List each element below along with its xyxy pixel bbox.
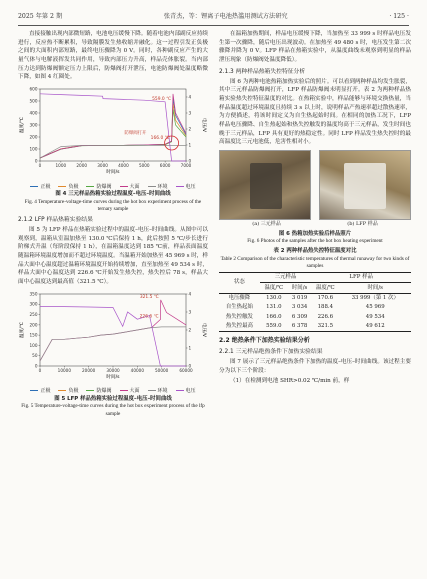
x-tick-label: 50000: [155, 367, 169, 373]
legend-swatch: [30, 390, 38, 391]
legend-swatch: [120, 186, 128, 187]
chart-legend: [18, 184, 208, 192]
x-tick-label: 1000: [55, 162, 67, 168]
y2-tick-label: 2: [188, 326, 192, 332]
x-tick-label: 60000: [179, 367, 193, 373]
table-header: 三元样品: [260, 272, 312, 282]
x-tick-label: 30000: [106, 367, 120, 373]
y-tick-label: 300: [29, 301, 38, 307]
legend-swatch: [176, 186, 184, 187]
x-tick-label: 2000: [76, 162, 88, 168]
section-heading: 2.1.2 LFP 样品热箱实验结果: [18, 216, 93, 223]
legend-entry: 大面: [120, 388, 140, 396]
table-cell: 自生热起始: [225, 304, 253, 311]
y-tick-label: 350: [29, 290, 38, 296]
legend-entry: 防爆阀: [86, 184, 111, 192]
table-2: [219, 272, 411, 332]
annotation-label: 防爆阀打开: [124, 130, 147, 136]
figure-caption: 图 4 三元样品热箱实验过程温度–电压–时间曲线: [55, 191, 171, 198]
figure-caption: 图 6 热箱加热实验后样品照片: [278, 230, 352, 237]
annotation-label: 166.0 ℃: [150, 136, 170, 142]
x-tick-label: 40000: [130, 367, 144, 373]
series-line-5: [40, 306, 186, 365]
plot-frame: [40, 294, 186, 366]
table-cell: 49 534: [365, 313, 385, 320]
legend-swatch: [58, 186, 66, 187]
y2-tick-label: 1: [188, 142, 192, 148]
table-cell: 热失控触发: [225, 313, 253, 320]
y-tick-label: 200: [29, 321, 38, 327]
table-cell: 45 969: [365, 304, 385, 311]
y-axis-label: 温度/℃: [20, 321, 25, 338]
figure-5: [18, 288, 208, 396]
legend-swatch: [58, 390, 66, 391]
y2-tick-label: 0: [188, 362, 192, 368]
figure-6: [219, 150, 411, 220]
paragraph: 直接接触出现内部微短路，电池电压缓慢下降。随着电池内部副反应持续进行，反应热不断累积，导致隔膜发生热收缩并融化。这一过程引发正负极之间的大面积内部短路，最终电压骤降为 0 V。同时，各种副反应产生的大量气体与电解液挥发共同作用，导致内部压力升高，样品壳体胀裂。当内部压力达到防爆阀额定压力上限后，防爆阀打开泄压，电池防爆阀处温度略微下降，如图 4 红圈处。: [18, 31, 209, 81]
y-tick-label: 100: [29, 342, 38, 348]
y-tick-label: 200: [29, 134, 38, 140]
table-subheader: 温度/℃: [316, 284, 335, 291]
table-cell: 热失控最高: [225, 323, 253, 330]
legend-entry: 电压: [176, 388, 196, 396]
y2-tick-label: 3: [188, 308, 192, 314]
table-header: 状态: [219, 272, 260, 293]
y2-tick-label: 0: [188, 158, 192, 164]
series-line-2: [40, 109, 186, 158]
table-cell: 226.6: [317, 313, 334, 320]
photo-ternary-sample: [219, 150, 311, 220]
chart-lfp: [18, 288, 208, 384]
table-row: [219, 293, 411, 303]
x-tick-label: 6000: [159, 162, 171, 168]
table-cell: 321.5: [317, 323, 334, 330]
legend-swatch: [148, 390, 156, 391]
chart-ternary: [18, 83, 208, 179]
y2-tick-label: 1: [188, 344, 192, 350]
x-tick-label: 10000: [57, 367, 71, 373]
figure-caption-en: Fig. 6 Photos of the samples after the hot box heating experiment: [247, 238, 383, 245]
y-tick-label: 600: [29, 86, 38, 92]
y-tick-label: 250: [29, 311, 38, 317]
y-tick-label: 50: [32, 352, 38, 358]
legend-swatch: [120, 390, 128, 391]
table-cell: 3 034: [291, 304, 308, 311]
table-subheader: 时间/s: [367, 284, 383, 291]
figure-caption: 图 5 LFP 样品热箱实验过程温度–电压–时间曲线: [54, 395, 172, 402]
y-tick-label: 400: [29, 110, 38, 116]
legend-entry: 电压: [176, 184, 196, 192]
paragraph: 图 6 为两种电池热箱加热实验后的照片。可以看到两种样品均发生胀裂，其中三元样品防爆阀打开，LFP 样品防爆阀未明显打开。表 2 为两种样品热箱实验热失控特征温度的对比。在热箱实验中，样品能够与环境交换热量，当样品温度超过环境温度且持续 3 s 以上时，说明样品产热速率超过散热速率，为方便描述，将该时间定义为自生热起始时间。在相同的加热工况下，LFP 样品电压骤降、自生热起始和热失控触发的温度均高于三元样品，发生时间也晚于三元样品，LFP 具有更好的热稳定性。同时 LFP 样品发生热失控时的最高温度比三元电池低，危害性相对小。: [219, 78, 411, 146]
x-tick-label: 3000: [97, 162, 108, 168]
table-cell: 130.0: [266, 295, 282, 302]
y-tick-label: 100: [29, 146, 38, 152]
paragraph: 在温箱加热期间，样品电压缓慢下降，当加热至 33 999 s 时样品电压发生第一次骤降，随后电压出现波动。在加热至 49 480 s 时，电压发生第二次骤降并降为 0 V。LFP 样品在热箱实验中，从温度曲线未观察到明显的样品泄压现象（防爆阀处温度降低）。: [219, 31, 411, 63]
chart-legend: [18, 388, 208, 396]
annotation-label: 226.6 ℃: [139, 313, 159, 319]
series-line-1: [40, 103, 186, 158]
x-tick-label: 0: [38, 367, 42, 373]
x-axis-label: 时间/s: [106, 374, 120, 380]
table-cell: 131.0: [266, 304, 282, 311]
series-line-4: [40, 145, 186, 158]
table-row: [219, 303, 411, 312]
table-subheader: 温度/℃: [264, 284, 284, 291]
photo-lfp-sample: [319, 150, 411, 220]
x-axis-label: 时间/s: [106, 169, 120, 175]
running-header: [18, 12, 409, 24]
y-tick-label: 500: [29, 98, 38, 104]
x-tick-label: 7000: [180, 162, 192, 168]
paragraph: （1）在检测到电池 SHR>0.02 ℃/min 前，样: [230, 377, 350, 384]
legend-entry: 正极: [30, 184, 50, 192]
section-heading: 2.2.1 三元样品绝热条件下加热实验结果: [219, 349, 323, 356]
annotation-label: 321.5 ℃: [139, 294, 159, 300]
subfigure-label-a: (a) 三元样品: [252, 220, 281, 227]
table-caption: 表 2 两种样品热失控特征温度对比: [273, 248, 357, 255]
y2-tick-label: 4: [188, 290, 192, 296]
y-axis-label: 温度/℃: [20, 116, 25, 133]
y2-tick-label: 4: [188, 94, 192, 100]
table-header: LFP 样品: [311, 272, 411, 282]
legend-swatch: [86, 186, 94, 187]
series-line-3: [40, 299, 186, 360]
table-cell: 170.6: [317, 295, 334, 302]
subfigure-labels: [219, 221, 411, 229]
legend-swatch: [86, 390, 94, 391]
legend-swatch: [30, 186, 38, 187]
table-cell: 188.4: [317, 304, 334, 311]
table-caption-en: Table 2 Comparison of the characteristic temperatures of thermal runaway for two kinds of samples: [220, 255, 410, 269]
left-column: [18, 30, 208, 421]
y2-tick-label: 3: [188, 110, 192, 116]
paragraph: 图 5 为 LFP 样品在热箱实验过程中的温度–电压–时间曲线。从图中可以观察到，温箱从室温加热至 130.0 ℃后保持 1 h，此后按照 5 ℃/步长进行阶梯式升温（每阶段保持 1 h），在温箱温度达到 185 ℃前，样品表面温度随温箱环境温度增加而不超过环境温度。当温箱开始加热至 45 969 s 时，样品大面中心温度超过温箱环境温度开始持续增加，直至加热至 49 534 s 时，样品大面中心温度达到 226.6 ℃开始发生热失控，热失控后 78 s，样品大面中心温度达到最高值（321.5 ℃）。: [18, 226, 208, 285]
table-cell: 33 999（第 1 次）: [351, 295, 399, 302]
paragraph: 图 7 展示了三元样品绝热条件下加热的温度–电压–时间曲线。该过程主要分为以下三个阶段：: [219, 359, 411, 374]
x-tick-label: 0: [38, 162, 42, 168]
legend-entry: 环境: [148, 184, 168, 192]
y-tick-label: 300: [29, 122, 38, 128]
y2-tick-label: 2: [188, 126, 192, 132]
table-cell: 6 309: [291, 313, 308, 320]
legend-swatch: [176, 390, 184, 391]
series-line-4: [40, 326, 186, 360]
table-subheader: 时间/s: [291, 284, 308, 291]
legend-entry: 负极: [58, 388, 78, 396]
y-tick-label: 0: [34, 362, 38, 368]
x-tick-label: 5000: [138, 162, 150, 168]
running-title: 张青杰，等：锂离子电池热滥用测试方法研究: [163, 13, 288, 20]
figure-caption-en: Fig. 5 Temperature-voltage-time curves during the hot box experiment process of the lfp sample: [21, 403, 205, 417]
table-cell: 559.0: [266, 323, 282, 330]
header-rule: [18, 25, 409, 26]
table-cell: 电压骤降: [228, 295, 251, 302]
table-cell: 3 019: [291, 295, 308, 302]
y-tick-label: 0: [34, 158, 38, 164]
y2-axis-label: 电压/V: [201, 322, 206, 337]
page-number: · 125 ·: [389, 13, 409, 20]
issue-label: 2025 年第 2 期: [18, 13, 63, 20]
legend-entry: 正极: [30, 388, 50, 396]
annotation-label: 559.0 ℃: [152, 96, 172, 102]
figure-4: [18, 83, 208, 191]
legend-swatch: [148, 186, 156, 187]
figure-caption-en: Fig. 4 Temperature-voltage-time curves during the hot box experiment process of the ternary sample: [24, 198, 202, 212]
section-heading: 2.2 绝热条件下加热实验结果分析: [219, 337, 310, 345]
x-tick-label: 20000: [82, 367, 96, 373]
x-tick-label: 4000: [118, 162, 129, 168]
y2-axis-label: 电压/V: [201, 117, 206, 132]
legend-entry: 负极: [58, 184, 78, 192]
y-tick-label: 150: [29, 332, 38, 338]
right-column: [219, 30, 411, 386]
table-cell: 49 612: [365, 323, 385, 330]
table-row: [219, 322, 411, 332]
table-cell: 6 378: [291, 323, 308, 330]
legend-entry: 环境: [148, 388, 168, 396]
section-heading: 2.1.3 两种样品热箱失控特征分析: [219, 68, 306, 75]
legend-entry: 大面: [120, 184, 140, 192]
table-row: [219, 312, 411, 321]
subfigure-label-b: (b) LFP 样品: [347, 220, 378, 227]
series-line-5: [40, 94, 186, 161]
legend-entry: 防爆阀: [86, 388, 111, 396]
table-cell: 166.0: [266, 313, 282, 320]
